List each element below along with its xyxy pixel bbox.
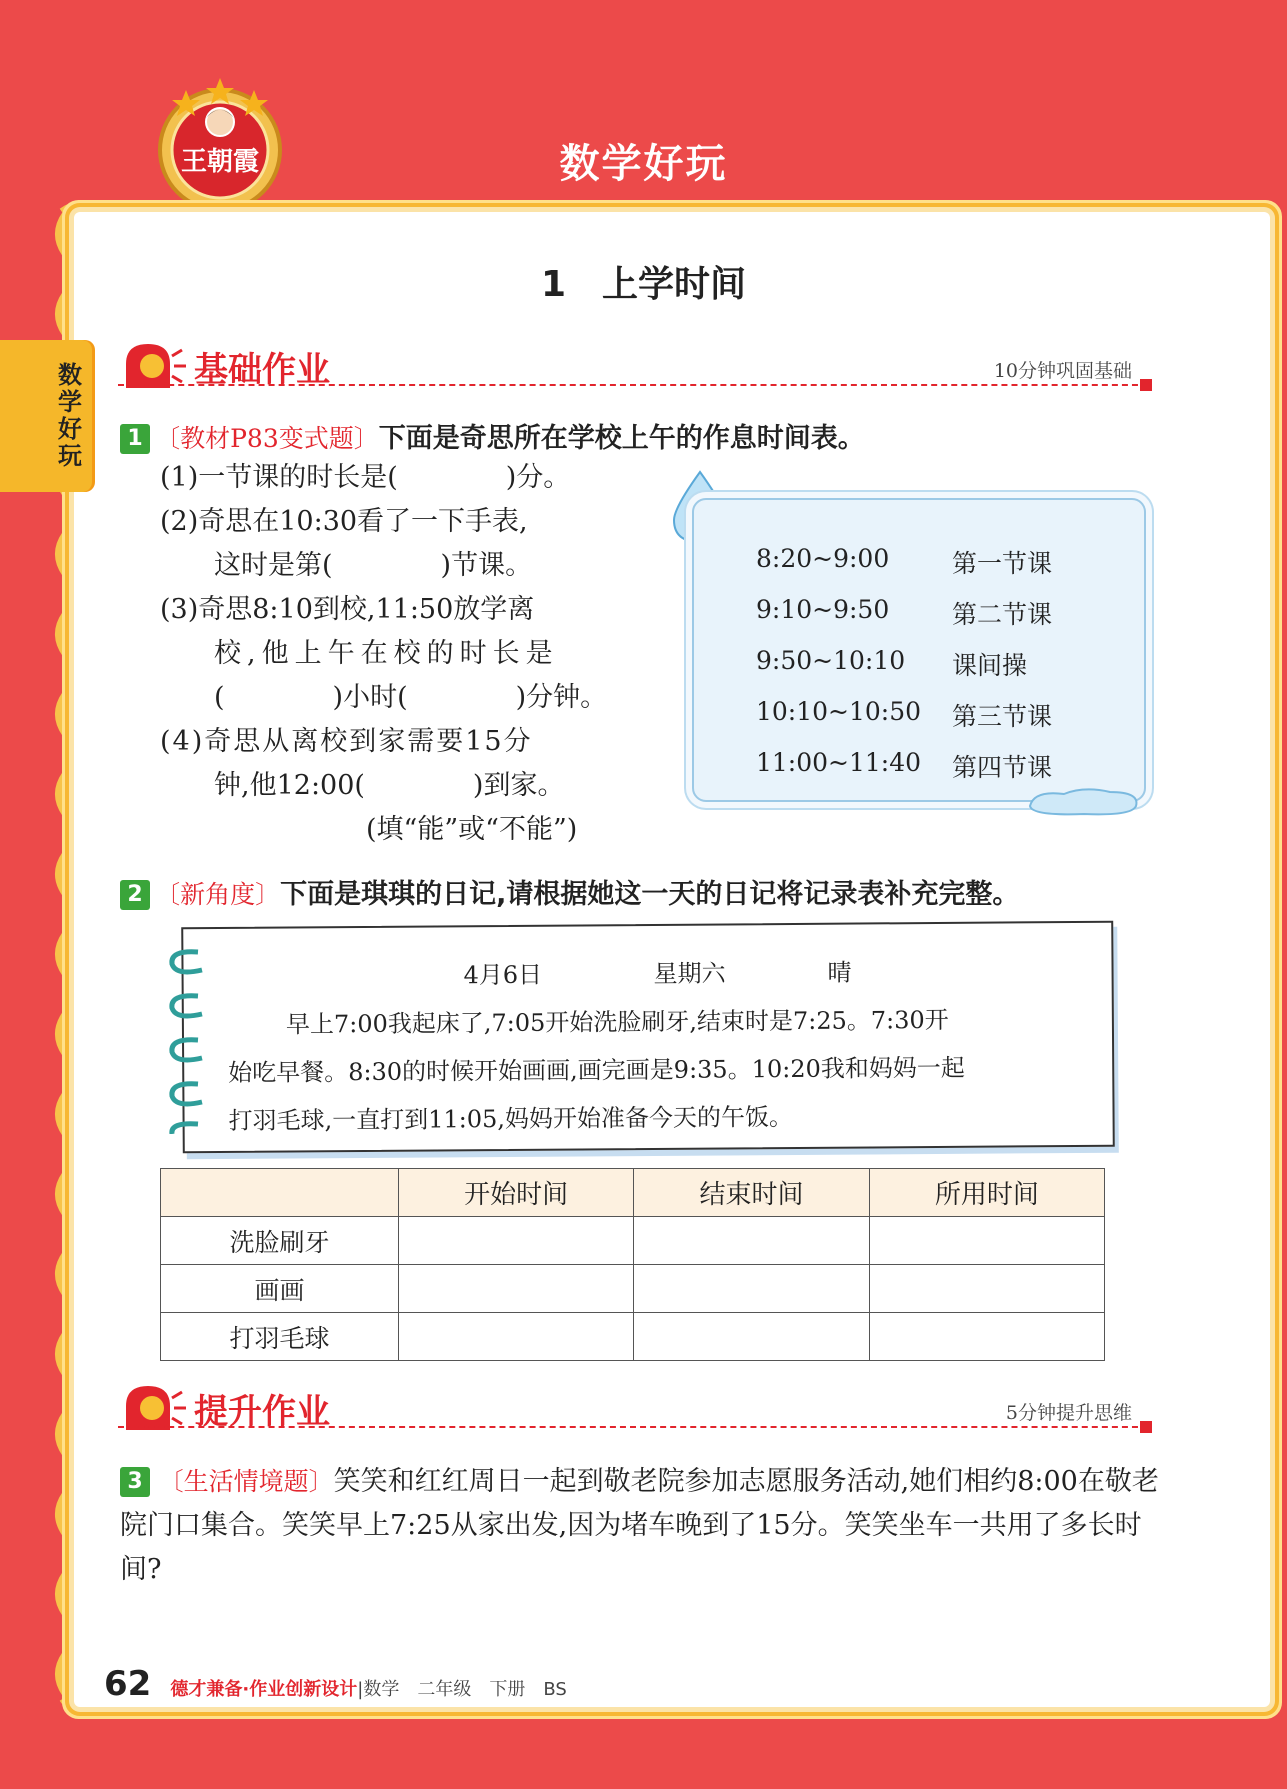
q1-sub-3c: ( )小时( )分钟。 <box>214 682 608 713</box>
section-label: 基础作业 <box>194 350 330 390</box>
divider <box>118 384 1148 386</box>
section-note: 10分钟巩固基础 <box>993 360 1132 382</box>
diary-card <box>181 921 1115 1154</box>
puddle-icon <box>1024 784 1144 818</box>
answer-cell[interactable] <box>399 1265 634 1313</box>
schedule-item: 第二节课 <box>952 600 1053 629</box>
answer-cell[interactable] <box>399 1313 634 1361</box>
diary-line-3: 打羽毛球,一直打到11:05,妈妈开始准备今天的午饭。 <box>228 1102 794 1135</box>
table-row <box>161 1313 1105 1361</box>
q1-sub-4-hint: (填“能”或“不能”) <box>366 814 578 845</box>
schedule-time: 9:50~10:10 <box>756 646 906 675</box>
answer-cell[interactable] <box>399 1217 634 1265</box>
header-title: 数学好玩 <box>559 141 728 187</box>
divider <box>118 1426 1148 1428</box>
question-3 <box>120 1460 1160 1592</box>
schedule-item: 第四节课 <box>952 753 1053 782</box>
table-header-row <box>161 1169 1105 1217</box>
question-tag: 〔教材P83变式题〕 <box>155 424 379 453</box>
answer-cell[interactable] <box>634 1313 869 1361</box>
side-tab-label: 数学好玩 <box>58 361 82 470</box>
schedule-table <box>692 498 1146 802</box>
section-label: 提升作业 <box>194 1392 330 1432</box>
table-header: 结束时间 <box>634 1169 869 1217</box>
section-basic-header <box>118 338 1158 398</box>
answer-cell[interactable] <box>634 1217 869 1265</box>
page-number: 62 <box>104 1664 152 1704</box>
answer-cell[interactable] <box>634 1265 869 1313</box>
question-2 <box>120 872 1019 911</box>
question-1 <box>120 416 865 455</box>
question-text: 笑笑和红红周日一起到敬老院参加志愿服务活动,她们相约8:00在敬老院门口集合。笑笑早上7:25从家出发,因为堵车晚到了15分。笑笑坐车一共用了多长时间? <box>120 1466 1159 1585</box>
notebook-rings-icon <box>162 944 212 1134</box>
section-advanced-header <box>118 1380 1158 1440</box>
question-text: 下面是奇思所在学校上午的作息时间表。 <box>378 423 865 454</box>
schedule-item: 第三节课 <box>952 702 1053 731</box>
q1-sub-3b: 校,他上午在校的时长是 <box>214 638 559 669</box>
question-tag: 〔新角度〕 <box>155 880 281 909</box>
table-row <box>161 1265 1105 1313</box>
answer-cell[interactable] <box>869 1265 1104 1313</box>
divider-end-mark <box>1140 1421 1152 1433</box>
row-label: 打羽毛球 <box>161 1313 399 1361</box>
logo-text: 王朝霞 <box>180 147 260 177</box>
diary-weekday: 星期六 <box>653 959 726 988</box>
answer-cell[interactable] <box>869 1217 1104 1265</box>
table-row <box>161 1217 1105 1265</box>
question-number: 1 <box>120 424 150 454</box>
schedule-time: 11:00~11:40 <box>756 748 922 777</box>
table-header: 开始时间 <box>399 1169 634 1217</box>
question-number: 3 <box>120 1467 150 1497</box>
diary-date: 4月6日 <box>463 960 543 990</box>
q1-sub-4b: 钟,他12:00( )到家。 <box>214 770 565 801</box>
question-number: 2 <box>120 880 150 910</box>
q1-sub-4a: (4)奇思从离校到家需要15分 <box>160 726 533 757</box>
schedule-time: 9:10~9:50 <box>756 595 890 624</box>
diary-line-1: 早上7:00我起床了,7:05开始洗脸刷牙,结束时是7:25。7:30开 <box>285 1005 949 1039</box>
divider-end-mark <box>1140 379 1152 391</box>
page-footer <box>104 1664 567 1704</box>
schedule-time: 10:10~10:50 <box>756 697 922 726</box>
q1-sub-1: (1)一节课的时长是( )分。 <box>160 462 571 493</box>
table-header-empty <box>161 1169 399 1217</box>
diary-line-2: 始吃早餐。8:30的时候开始画画,画完画是9:35。10:20我和妈妈一起 <box>228 1053 965 1087</box>
schedule-item: 课间操 <box>952 651 1028 680</box>
diary-weather: 晴 <box>827 958 852 987</box>
record-table <box>160 1168 1105 1361</box>
book-title: 德才兼备·作业创新设计 <box>170 1679 358 1700</box>
section-note: 5分钟提升思维 <box>1005 1402 1132 1424</box>
table-header: 所用时间 <box>869 1169 1104 1217</box>
q1-sub-2b: 这时是第( )节课。 <box>214 550 533 581</box>
q1-sub-3a: (3)奇思8:10到校,11:50放学离 <box>160 594 535 625</box>
lesson-title: 1 上学时间 <box>540 264 747 305</box>
question-tag: 〔生活情境题〕 <box>158 1467 334 1496</box>
row-label: 画画 <box>161 1265 399 1313</box>
schedule-time: 8:20~9:00 <box>756 544 890 573</box>
question-text: 下面是琪琪的日记,请根据她这一天的日记将记录表补充完整。 <box>280 879 1020 910</box>
answer-cell[interactable] <box>869 1313 1104 1361</box>
row-label: 洗脸刷牙 <box>161 1217 399 1265</box>
side-tab <box>0 340 92 492</box>
schedule-item: 第一节课 <box>952 549 1053 578</box>
book-info: |数学 二年级 下册 BS <box>357 1679 567 1700</box>
q1-sub-2a: (2)奇思在10:30看了一下手表, <box>160 506 528 537</box>
